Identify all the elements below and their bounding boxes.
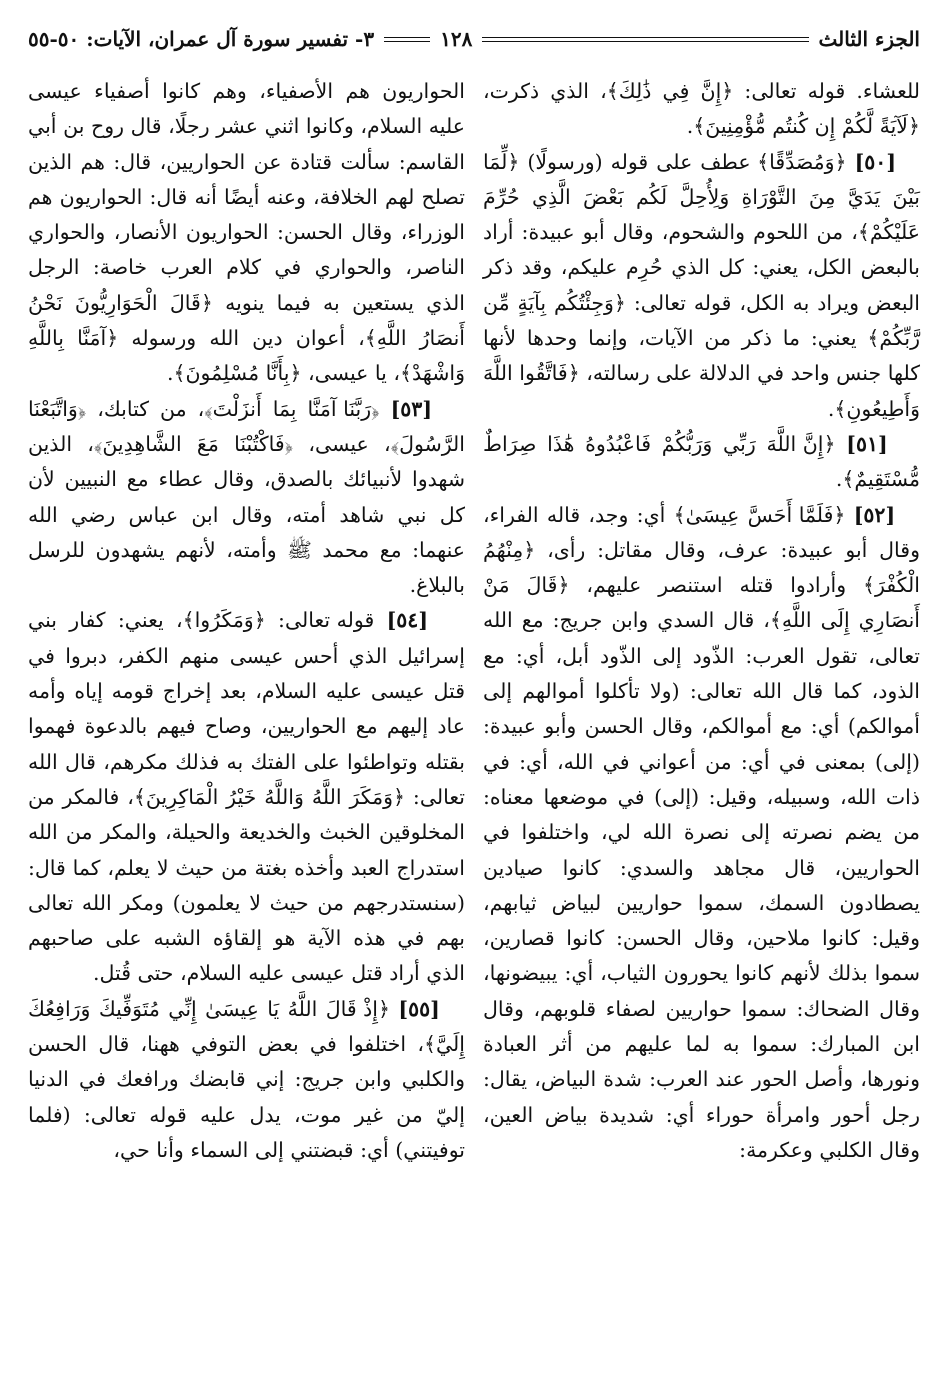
page-number: ١٢٨ bbox=[440, 27, 473, 51]
right-column bbox=[483, 74, 920, 1168]
text-columns bbox=[28, 74, 920, 1168]
verse-number: [٥١] bbox=[846, 431, 888, 456]
verse-number: [٥٢] bbox=[853, 502, 896, 527]
verse-number: [٥٥] bbox=[398, 996, 440, 1021]
paragraph: [٥١] ﴿إِنَّ اللَّهَ رَبِّي وَرَبُّكُمْ فَاعْبُدُوهُ هَٰذَا صِرَاطٌ مُّسْتَقِيمٌ﴾. bbox=[483, 431, 920, 492]
verse-number: [٥٤] bbox=[386, 608, 429, 633]
paragraph: [٥٠] ﴿وَمُصَدِّقًا﴾ عطف على قوله (ورسولًا) ﴿لِّمَا بَيْنَ يَدَيَّ مِنَ التَّوْرَاةِ وَلِأُحِلَّ لَكُم بَعْضَ الَّذِي حُرِّمَ عَلَيْكُمْ﴾، من اللحوم والشحوم، وقال أبو عبيدة: أراد بالبعض الكل، يعني: كل الذي حُرِم عليكم، وقد ذكر البعض ويراد به الكل، قوله تعالى: ﴿وَجِئْتُكُم بِآيَةٍ مِّن رَّبِّكُمْ﴾ يعني: ما ذكر من الآيات، وإنما وحدها لأنها كلها جنس واحد في الدلالة على رسالته، ﴿فَاتَّقُوا اللَّهَ وَأَطِيعُونِ﴾. bbox=[483, 149, 920, 421]
paragraph: للعشاء. قوله تعالى: ﴿إِنَّ فِي ذَٰلِكَ﴾، الذي ذكرت، ﴿لَآيَةً لَّكُمْ إِن كُنتُم مُّؤْمِنِينَ﴾. bbox=[483, 79, 920, 139]
paragraph: [٥٣] ﴿رَبَّنَا آمَنَّا بِمَا أَنزَلْتَ﴾، من كتابك، ﴿وَاتَّبَعْنَا الرَّسُولَ﴾، عيسى، ﴿فَاكْتُبْنَا مَعَ الشَّاهِدِينَ﴾، الذين شهدوا لأنبيائك بالصدق، وقال عطاء مع النبيين لأن كل نبي شاهد أمته، وقال ابن عباس رضي الله عنهما: مع محمد ﷺ وأمته، لأنهم يشهدون للرسل بالبلاغ. bbox=[28, 396, 465, 598]
paragraph: [٥٥] ﴿إِذْ قَالَ اللَّهُ يَا عِيسَىٰ إِنِّي مُتَوَفِّيكَ وَرَافِعُكَ إِلَيَّ﴾، اختلفوا في بعض التوفي ههنا، قال الحسن والكلبي وابن جريج: إني قابضك ورافعك في الدنيا إليّ من غير موت، يدل عليه قوله تعالى: (فلما توفيتني) أي: قبضتني إلى السماء وأنا حي، bbox=[28, 996, 465, 1162]
part-label: الجزء الثالث bbox=[818, 27, 920, 51]
verse-number: [٥٠] bbox=[854, 149, 897, 174]
paragraph: الحواريون هم الأصفياء، وهم كانوا أصفياء عيسى عليه السلام، وكانوا اثني عشر رجلًا، قال روح بن أبي القاسم: سألت قتادة عن الحواريين، قال: هم الذين تصلح لهم الخلافة، وعنه أيضًا أنه قال: الحواريون هم الوزراء، وقال الحسن: الحواريون الأنصار، والحواري الناصر، والحواري في كلام العرب خاصة: الرجل الذي يستعين به فيما ينويه ﴿قَالَ الْحَوَارِيُّونَ نَحْنُ أَنصَارُ اللَّهِ﴾، أعوان دين الله ورسوله ﴿آمَنَّا بِاللَّهِ وَاشْهَدْ﴾، يا عيسى، ﴿بِأَنَّا مُسْلِمُونَ﴾. bbox=[28, 79, 465, 386]
left-column bbox=[28, 74, 465, 1168]
header-rule-right bbox=[482, 37, 808, 42]
header-rule-left bbox=[384, 37, 430, 42]
page-header bbox=[28, 22, 920, 56]
verse-number: [٥٣] bbox=[390, 396, 433, 421]
paragraph: [٥٢] ﴿فَلَمَّا أَحَسَّ عِيسَىٰ﴾ أي: وجد، قاله الفراء، وقال أبو عبيدة: عرف، وقال مقاتل: رأى، ﴿مِنْهُمُ الْكُفْرَ﴾ وأرادوا قتله استنصر عليهم، ﴿قَالَ مَنْ أَنصَارِي إِلَى اللَّهِ﴾، قال السدي وابن جريج: مع الله تعالى، تقول العرب: الذّود إلى الذّود أبل، أي: مع الذود، كما قال الله تعالى: (ولا تأكلوا أموالهم إلى أموالكم) أي: مع أموالكم، وقال الحسن وأبو عبيدة: (إلى) بمعنى في أي: من أعواني في الله، أي: في ذات الله، وسبيله، وقيل: (إلى) في موضعها معناه: من يضم نصرته إلى نصرة الله لي، واختلفوا في الحواريين، قال مجاهد والسدي: كانوا صيادين يصطادون السمك، سموا حواريين لبياض ثيابهم، وقيل: كانوا ملاحين، وقال الحسن: كانوا قصارين، سموا بذلك لأنهم كانوا يحورون الثياب، أي: يبيضونها، وقال الضحاك: سموا حواريين لصفاء قلوبهم، وقال ابن المبارك: سموا به لما عليهم من أثر العبادة ونورها، وأصل الحور عند العرب: شدة البياض، يقال: رجل أحور وامرأة حوراء أي: شديدة بياض العين، وقال الكلبي وعكرمة: bbox=[483, 502, 920, 1162]
surah-title: ٣- تفسير سورة آل عمران، الآيات: ٥٠-٥٥ bbox=[28, 27, 375, 51]
paragraph: [٥٤] قوله تعالى: ﴿وَمَكَرُوا﴾، يعني: كفار بني إسرائيل الذي أحس عيسى منهم الكفر، دبروا في قتل عيسى عليه السلام، بعد إخراج قومه إياه وأمه عاد إليهم مع الحواريين، وصاح فيهم بالدعوة فهموا بقتله وتواطئوا على الفتك به فذلك مكرهم، قال الله تعالى: ﴿وَمَكَرَ اللَّهُ وَاللَّهُ خَيْرُ الْمَاكِرِينَ﴾، فالمكر من المخلوقين الخبث والخديعة والحيلة، والمكر من الله استدراج العبد وأخذه بغتة من حيث لا يعلم، كما قال: (سنستدرجهم من حيث لا يعلمون) ومكر الله تعالى بهم في هذه الآية هو إلقاؤه الشبه على صاحبهم الذي أراد قتل عيسى عليه السلام، حتى قُتل. bbox=[28, 608, 465, 986]
